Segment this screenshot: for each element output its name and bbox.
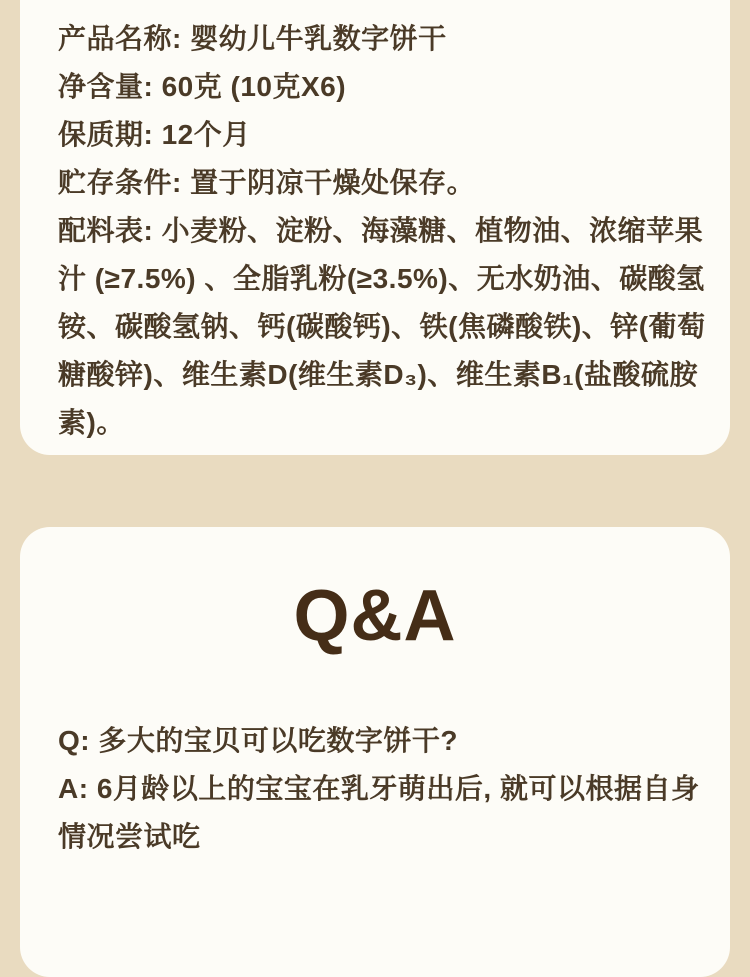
ingredients-text: 配料表: 小麦粉、淀粉、海藻糖、植物油、浓缩苹果汁 (≥7.5%) 、全脂乳粉(≥3.5%)、无水奶油、碳酸氢铵、碳酸氢钠、钙(碳酸钙)、铁(焦磷酸铁)、锌(葡萄糖酸锌)、维生素D(维生素D₃)、维生素B₁(盐酸硫胺素)。 <box>58 215 706 438</box>
product-info-card <box>20 0 730 455</box>
product-info-list <box>20 0 730 447</box>
net-weight-line: 净含量: 60克 (10克X6) <box>58 71 347 102</box>
qa-question: Q: 多大的宝贝可以吃数字饼干? <box>58 725 458 756</box>
qa-card <box>20 527 730 977</box>
product-name-line: 产品名称: 婴幼儿牛乳数字饼干 <box>58 23 447 54</box>
qa-title: Q&A <box>293 576 457 656</box>
shelf-life-line: 保质期: 12个月 <box>58 119 251 150</box>
qa-answer: A: 6月龄以上的宝宝在乳牙萌出后, 就可以根据自身情况尝试吃 <box>58 773 700 852</box>
storage-condition-line: 贮存条件: 置于阴凉干燥处保存。 <box>58 167 476 198</box>
qa-item <box>20 717 730 861</box>
